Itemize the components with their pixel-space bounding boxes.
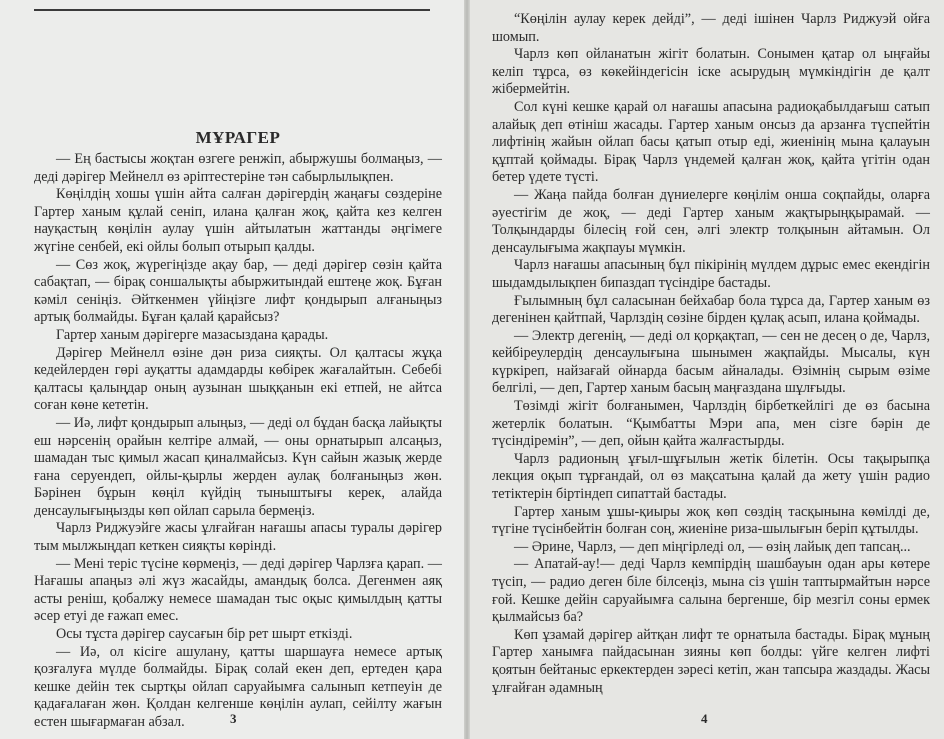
paragraph: — Сөз жоқ, жүрегіңізде ақау бар, — деді дәрігер сөзін қайта сабақтап, — бірақ соншалықты абыржитындай ештеңе жоқ. Бұған кәміл сеніңіз. Әйткенмен үйіңізге лифт қондырып алғаныңыз артық болмайды. Бұған қалай қарайсыз? <box>34 256 442 326</box>
paragraph: Гартер ханым дәрігерге мазасыздана қарады. <box>56 326 329 343</box>
paragraph: Көп ұзамай дәрігер айтқан лифт те орнатыла бастады. Бірақ мұның Гартер ханымға пайдасынан зияны көп болды: үйге келген лифті қоятын бейтаныс еркектерден зәресі кетіп, жан тапсыра жаздады. Жасы ұлғайған әдамның <box>492 626 930 696</box>
paragraph: Чарлз Риджуэйге жасы ұлғайған нағашы апасы туралы дәрігер тым мылжыңдап кеткен сияқты көрінді. <box>34 520 442 555</box>
paragraph: Чарлз көп ойланатын жігіт болатын. Сонымен қатар ол ыңғайы келіп тұрса, өз көкейіндегісін іске асырудың мүмкіндігін де қалт жібермейтін. <box>492 46 930 98</box>
paragraph: — Электр дегенің, — деді ол қорқақтап, — сен не десең о де, Чарлз, кейбіреулердің денсаулығына шынымен жақпайды. Мысалы, күн күркіреп, найзағай ойнарда басым айналады. Өзімнің сырым өзіме белгілі, — деп, Гартер ханым басың маңғаздана шұлғыды. <box>492 327 930 397</box>
paragraph: Сол күні кешке қарай ол нағашы апасына радиоқабылдағыш сатып алайық деп өтініш жасады. Гартер ханым онсыз да арзанға түспейтін лифтінің жайын ойлап басы қатып отыр еді, жиенінің мына қалауын құптай қоймады. Бірақ Чарлз үндемей қалған жоқ, қайта үгітін одан бетер үдете түсті. <box>492 98 930 186</box>
paragraph: — Әрине, Чарлз, — деп міңгірледі ол, — өзің лайық деп тапсаң... <box>514 538 911 555</box>
left-page <box>0 0 464 739</box>
right-page <box>470 0 944 739</box>
paragraph: Ғылымның бұл саласынан бейхабар бола тұрса да, Гартер ханым өз дегенінен қайтпай, Чарлздің сөзіне бірден құлақ асып, илана қоймады. <box>492 292 930 327</box>
paragraph: Дәрігер Мейнелл өзіне дән риза сияқты. Ол қалтасы жұқа кедейлерден гөрі ауқатты адамдарды көбірек жағалайтын. Себебі қалтасы қалыңдар оның аузынан шыққанын екі етпей, не айтса соған көне кететін. <box>34 344 442 414</box>
paragraph: Гартер ханым ұшы-қиыры жоқ көп сөздің тасқынына көмілді де, түгіне түсінбейтін болған соң, жиеніне риза-шылығын беріп құтылды. <box>492 503 930 538</box>
top-rule <box>34 9 430 11</box>
paragraph: Чарлз нағашы апасының бұл пікірінің мүлдем дұрыс емес екендігін шыдамдылықпен бипаздап түсіндіре бастады. <box>492 257 930 291</box>
left-page-text <box>34 151 442 732</box>
right-page-text <box>492 11 930 697</box>
chapter-title: МҰРАГЕР <box>195 128 281 147</box>
paragraph: Төзімді жігіт болғанымен, Чарлздің бірбеткейлігі де өз басына жетерлік болатын. “Қымбатты Мэри апа, мен сізге бәрін де түсіндіремін”, — деп, ойын қайта жалғастырды. <box>492 398 930 450</box>
paragraph: — Иә, ол кісіге ашулану, қатты шаршауға немесе артық қозғалуға мүлде болмайды. Бірақ солай екен деп, ертеден қара кешке дейін тек сыртқы ойлап саруайымға салынып кетпеуін де қадағалаған жөн. Қолдан келгенше көңілін аулап, сейілту жағын естен шығармаған абзал. <box>34 643 442 730</box>
paragraph: Осы тұста дәрігер саусағын бір рет шырт еткізді. <box>56 626 353 643</box>
paragraph: — Ең бастысы жоқтан өзгеге ренжіп, абыржушы болмаңыз, — деді дәрігер Мейнелл өз әріптестеріне тән сабырлылықпен. <box>34 151 442 185</box>
page-number: 3 <box>230 711 237 726</box>
paragraph: — Иә, лифт қондырып алыңыз, — деді ол бұдан басқа лайықты еш нәрсенің орайын келтіре алмай, — оны орнатырып алсаңыз, шамадан тыс қимыл жасап қиналмайсыз. Күн сайын жазық жерде ғана серуендеп, ойлы-қырлы жерден аулақ болғаныңыз жөн. Бәрінен бұрын көңіл күйдің тыныштығы керек, алайда денсаулығыңызды көп ойлап сарыла бермеңіз. <box>34 414 442 519</box>
page-number: 4 <box>701 711 708 726</box>
paragraph: Чарлз радионың ұғыл-шұғылын жетік білетін. Осы тақырыпқа лекция оқып тұрғандай, ол өз мақсатына қалай да жету үшін радио тетіктерін біртіндеп сипаттай бастады. <box>492 450 930 503</box>
paragraph: Көңілдің хошы үшін айта салған дәрігердің жаңағы сөздеріне Гартер ханым құлай сеніп, илана қалған жоқ, қайта кез келген науқастың көңілін аулау үшін айтылатын жаттанды әңгімеге жүгіне сенбей, екі ойлы болып отырып қалды. <box>34 186 442 255</box>
paragraph: — Мені теріс түсіне көрмеңіз, — деді дәрігер Чарлзға қарап. — Нағашы апаңыз әлі жүз жасайды, амандық болса. Дегенмен аяқ асты реніш, қобалжу немесе шамадан тыс оқыс қимылдың қатты әсер етуі де ғажап емес. <box>34 555 442 625</box>
paragraph: — Жаңа пайда болған дүниелерге көңілім онша соқпайды, оларға әуестігім де жоқ, — деді Гартер ханым жақтырыңқырамай. — Толқындарды білесің ғой сен, әлгі электр толқынын айтамын. Ол денсаулығыма жақпауы мүмкін. <box>492 186 930 256</box>
paragraph: “Көңілін аулау керек дейді”, — деді ішінен Чарлз Риджуэй ойға шомып. <box>492 11 930 45</box>
paragraph: — Апатай-ау!— деді Чарлз кемпірдің шашбауын одан ары көтере түсіп, — радио деген біле білсеңіз, мына сіз үшін таптырмайтын нәрсе ғой. Кешке дейін саруайымға салына бергенше, бір мезгіл соны ермек қылмайсыз ба? <box>492 556 930 626</box>
